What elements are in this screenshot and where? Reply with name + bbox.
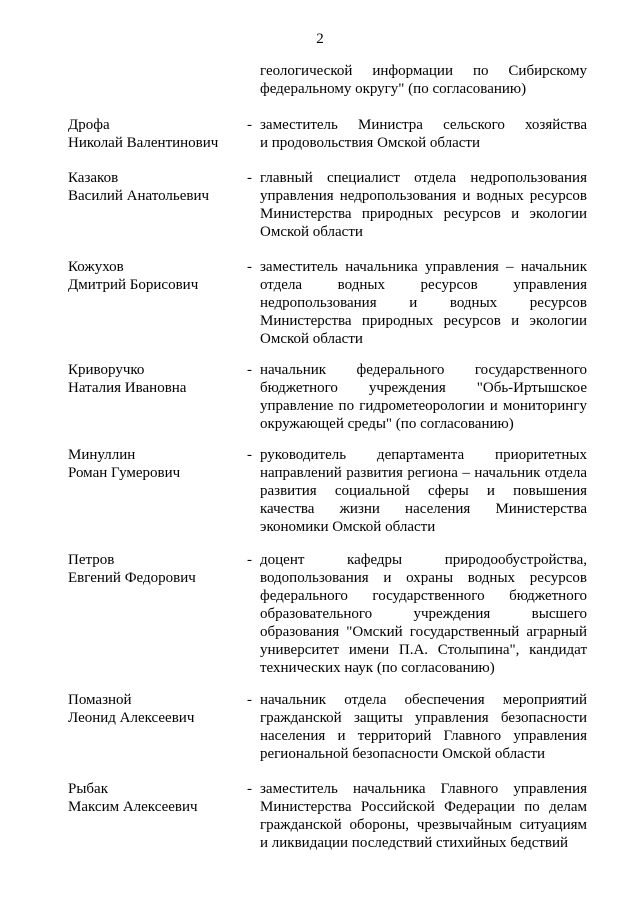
position-line: населения и территорий Главного управления [260,728,587,744]
member-name [68,258,248,294]
separator-dash: - [247,170,252,186]
position-line: управления недропользования и водных ресурсов [260,188,587,204]
separator-dash: - [247,362,252,378]
position-line: Министерства природных ресурсов и экологии [260,313,587,329]
position-line: управление по гидрометеорологии и мониторингу [260,398,587,414]
position-line: руководитель департамента приоритетных [260,447,587,463]
member-given-names: Наталия Ивановна [68,380,187,396]
position-line: Омской области [260,331,363,347]
page-number: 2 [316,31,324,47]
position-line: окружающей среды" (по согласованию) [260,416,514,432]
position-line: экономики Омской области [260,519,436,535]
member-position [260,116,587,152]
continuation-line-1: геологической информации по Сибирскому [260,63,587,79]
member-name [68,169,248,205]
member-position [260,446,587,536]
member-given-names: Николай Валентинович [68,135,219,151]
position-line: развития социальной сферы и повышения [260,483,587,499]
position-line: гражданской защиты управления безопасности [260,710,587,726]
member-name [68,446,248,482]
position-line: образования "Омский государственный аграрный [260,624,587,640]
separator-dash: - [247,117,252,133]
member-surname: Кожухов [68,259,124,275]
position-line: заместитель Министра сельского хозяйства [260,117,587,133]
member-given-names: Роман Гумерович [68,465,181,481]
member-surname: Петров [68,552,115,568]
position-line: отдела водных ресурсов управления [260,277,587,293]
member-given-names: Максим Алексеевич [68,799,198,815]
position-line: Омской области [260,224,363,240]
position-line: качества жизни населения Министерства [260,501,587,517]
member-position [260,551,587,677]
position-line: начальник отдела обеспечения мероприятий [260,692,587,708]
member-given-names: Василий Анатольевич [68,188,210,204]
position-line: гражданской обороны, чрезвычайным ситуациям [260,817,587,833]
position-line: Министерства природных ресурсов и экологии [260,206,587,222]
separator-dash: - [247,781,252,797]
position-line: региональной безопасности Омской области [260,746,546,762]
position-line: и ликвидации последствий стихийных бедствий [260,835,569,851]
member-given-names: Леонид Алексеевич [68,710,195,726]
member-position [260,780,587,852]
position-line: доцент кафедры природообустройства, [260,552,587,568]
position-line: направлений развития региона – начальник отдела [260,465,587,481]
member-position [260,691,587,763]
member-position [260,361,587,433]
member-name [68,780,248,816]
position-line: федерального государственного бюджетного [260,588,587,604]
position-line: начальник федерального государственного [260,362,587,378]
member-surname: Помазной [68,692,132,708]
position-line: бюджетного учреждения "Обь-Иртышское [260,380,587,396]
member-given-names: Евгений Федорович [68,570,196,586]
position-line: образовательного учреждения высшего [260,606,587,622]
position-line: главный специалист отдела недропользования [260,170,587,186]
member-name [68,116,248,152]
position-line: и продовольствия Омской области [260,135,481,151]
member-surname: Криворучко [68,362,145,378]
member-surname: Казаков [68,170,119,186]
separator-dash: - [247,692,252,708]
separator-dash: - [247,447,252,463]
member-name [68,361,248,397]
position-line: технических наук (по согласованию) [260,660,495,676]
member-surname: Рыбак [68,781,108,797]
separator-dash: - [247,552,252,568]
position-line: университет имени П.А. Столыпина", кандидат [260,642,587,658]
member-name [68,691,248,727]
position-line: заместитель начальника Главного управления [260,781,587,797]
position-line: недропользования и водных ресурсов [260,295,587,311]
member-given-names: Дмитрий Борисович [68,277,199,293]
member-surname: Минуллин [68,447,136,463]
member-name [68,551,248,587]
member-surname: Дрофа [68,117,110,133]
continuation-line-2: федеральному округу" (по согласованию) [260,81,527,97]
position-line: водопользования и охраны водных ресурсов [260,570,587,586]
position-line: Министерства Российской Федерации по делам [260,799,587,815]
member-position [260,258,587,348]
position-line: заместитель начальника управления – начальник [260,259,587,275]
separator-dash: - [247,259,252,275]
member-position [260,169,587,241]
